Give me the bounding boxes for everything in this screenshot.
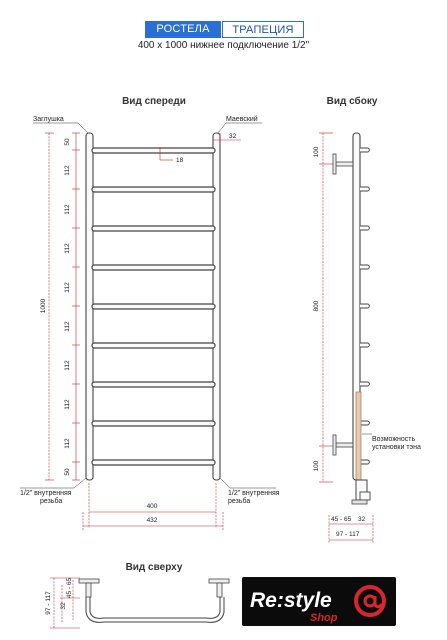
pitch-labels bbox=[64, 165, 71, 449]
logo-wordmark: Re:style bbox=[250, 589, 332, 612]
side-stud bbox=[360, 382, 370, 386]
top-total-label: 97 - 117 bbox=[45, 591, 52, 615]
crossbar bbox=[92, 148, 215, 153]
pitch-label: 112 bbox=[64, 321, 71, 332]
crossbar bbox=[92, 382, 215, 387]
side-stud bbox=[360, 148, 370, 152]
logo-shop-label: Shop bbox=[310, 612, 338, 624]
side-depth-label: 45 - 65 bbox=[331, 516, 352, 523]
pitch-label: 112 bbox=[64, 438, 71, 449]
side-bottom-label: 100 bbox=[313, 460, 320, 472]
model-name: ТРАПЕЦИЯ bbox=[222, 21, 304, 38]
crossbar bbox=[92, 304, 215, 309]
side-stud bbox=[360, 421, 370, 425]
width-total-label: 432 bbox=[146, 517, 158, 524]
top-view bbox=[45, 578, 229, 628]
crossbar bbox=[92, 460, 215, 465]
width-axes-label: 400 bbox=[146, 503, 158, 510]
top-depth-label: 32 bbox=[60, 602, 67, 610]
side-total-label: 97 - 117 bbox=[336, 531, 360, 538]
side-depth-b-label: 32 bbox=[358, 516, 366, 523]
bar-depth-label: 18 bbox=[176, 157, 184, 164]
thread-right-line1: 1/2" внутренняя bbox=[228, 490, 280, 497]
side-top-label: 100 bbox=[313, 146, 320, 158]
side-studs bbox=[360, 148, 370, 464]
side-stud bbox=[360, 187, 370, 191]
thread-left-line2: резьба bbox=[40, 498, 63, 505]
pitch-label: 112 bbox=[64, 282, 71, 293]
side-mid-label: 800 bbox=[313, 300, 320, 312]
crossbar bbox=[92, 187, 215, 192]
heater-element bbox=[356, 392, 361, 480]
thread-left-line1: 1/2" внутренняя bbox=[20, 490, 72, 497]
top-bracket bbox=[336, 162, 353, 166]
pitch-label: 112 bbox=[64, 399, 71, 410]
mayevsky-callout: Маевский bbox=[226, 116, 258, 123]
thread-right-line2: резьба bbox=[228, 498, 251, 505]
side-stud bbox=[360, 304, 370, 308]
plug-callout: Заглушка bbox=[33, 116, 64, 123]
front-view-title: Вид спереди bbox=[122, 96, 186, 107]
bottom-offset-label: 50 bbox=[64, 468, 71, 476]
overall-height-label: 1000 bbox=[40, 298, 47, 314]
pitch-label: 112 bbox=[64, 204, 71, 215]
top-right-flange bbox=[209, 579, 229, 583]
logo-graphic bbox=[242, 577, 396, 626]
side-stud bbox=[360, 265, 370, 269]
heater-callout-line1: Возможность bbox=[372, 436, 416, 443]
bottom-bracket bbox=[336, 443, 353, 447]
crossbar bbox=[92, 343, 215, 348]
top-view-frame bbox=[88, 597, 222, 620]
brand-name: РОСТЕЛА bbox=[145, 21, 221, 38]
top-left-flange bbox=[79, 579, 99, 583]
product-subtitle: 400 х 1000 нижнее подключение 1/2" bbox=[137, 40, 310, 51]
side-view bbox=[313, 133, 421, 543]
heater-callout-line2: установки тэна bbox=[372, 444, 421, 451]
logo-at-icon bbox=[356, 587, 384, 615]
crossbars bbox=[92, 148, 215, 465]
rail-offset-label: 32 bbox=[229, 133, 237, 140]
pitch-label: 112 bbox=[64, 165, 71, 176]
side-stud bbox=[360, 226, 370, 230]
front-view bbox=[20, 115, 280, 530]
side-stud bbox=[360, 460, 370, 464]
top-offset-label: 50 bbox=[64, 138, 71, 146]
pitch-label: 112 bbox=[64, 360, 71, 371]
crossbar bbox=[92, 421, 215, 426]
side-stud bbox=[360, 343, 370, 347]
crossbar bbox=[92, 265, 215, 270]
side-view-title: Вид сбоку bbox=[326, 96, 378, 107]
top-view-title: Вид сверху bbox=[125, 562, 183, 573]
pitch-label: 112 bbox=[64, 243, 71, 254]
crossbar bbox=[92, 226, 215, 231]
restyle-shop-logo bbox=[242, 577, 396, 626]
top-mid-label: 45 - 65 bbox=[66, 577, 73, 599]
